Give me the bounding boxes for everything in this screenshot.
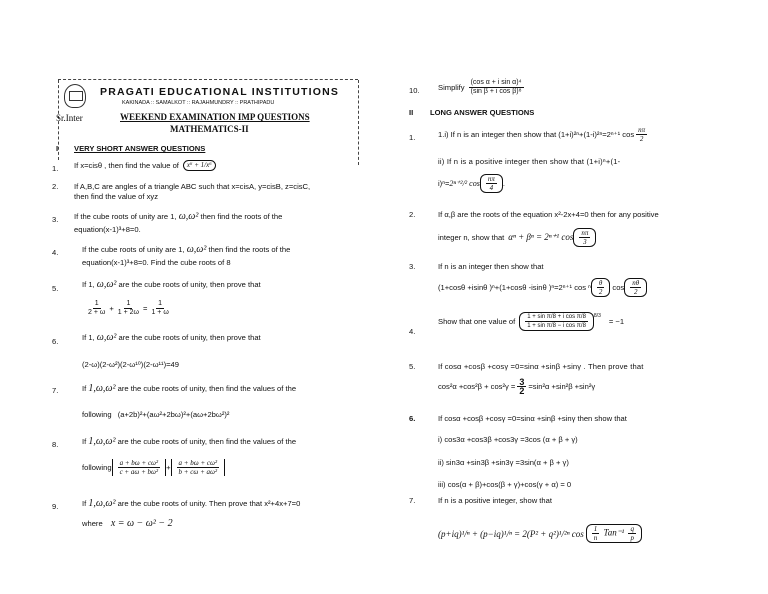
question-number: 7. bbox=[52, 386, 59, 395]
question-text-line2: then find the value of xyz bbox=[74, 192, 159, 201]
question-number: 3. bbox=[52, 215, 59, 224]
question-number: 2. bbox=[52, 182, 59, 191]
question-number: 7. bbox=[409, 496, 416, 505]
question-text: If 1,ω,ω² are the cube roots of unity, then find the values of the bbox=[82, 383, 297, 394]
header-border-right bbox=[358, 80, 359, 165]
question-number: 4. bbox=[409, 327, 416, 336]
question-text: If 1, ω,ω² are the cube roots of unity, then prove that bbox=[82, 279, 261, 290]
question-math: x⁶ + 1/x⁶ bbox=[183, 160, 216, 171]
question-text: If the cube roots of unity are 1, ω,ω² then find the roots of the bbox=[74, 211, 283, 222]
section-ii-title: LONG ANSWER QUESTIONS bbox=[430, 108, 535, 117]
question-number: 6. bbox=[52, 337, 59, 346]
question-text: Show that one value of $\frac{\text{1 + sin π/8 + i cos π/8}}{\text{1 + sin π/8 − i cos π/8}}$ $^{8/3}$ = −1 bbox=[438, 313, 625, 329]
section-i-roman: I bbox=[56, 144, 59, 153]
question-text-line2: equation(x-1)³+8=0. bbox=[74, 225, 141, 234]
question-part-i: i) cos3α +cos3β +cos3γ =3cos (α + β + γ) bbox=[438, 435, 578, 444]
question-number: 8. bbox=[52, 440, 59, 449]
question-equation: cos²α +cos²β + cos²γ = $\frac{3}{2}$ =sin²α +sin²β +sin²γ bbox=[438, 377, 596, 396]
question-number: 4. bbox=[52, 248, 59, 257]
question-number: 1. bbox=[409, 133, 416, 142]
question-text: If 1,ω,ω² are the cube roots of unity, then find the values of the bbox=[82, 436, 297, 447]
question-text: If 1,ω,ω² are the cube roots of unity. Then prove that x²+4x+7=0 bbox=[82, 498, 301, 509]
question-text-line2: where x = ω − ω² − 2 bbox=[82, 518, 173, 529]
question-text-line2: equation(x-1)³+8=0. Find the cube roots of 8 bbox=[82, 258, 231, 267]
question-number: 2. bbox=[409, 210, 416, 219]
question-text: If 1, ω,ω² are the cube roots of unity, then prove that bbox=[82, 332, 261, 343]
institution-locations: KAKINADA :: SAMALKOT :: RAJAHMUNDRY :: PRATHIPADU bbox=[122, 100, 275, 106]
question-text: If cosα +cosβ +cosγ =0=sinα +sinβ +sinγ . Then prove that bbox=[438, 362, 644, 371]
institution-name: PRAGATI EDUCATIONAL INSTITUTIONS bbox=[100, 86, 340, 98]
question-number: 6. bbox=[409, 414, 416, 423]
question-text-part-ii-line2: i)ⁿ= 2ⁿ⁺²/² cos $\frac{n\pi}{4}$ . bbox=[438, 175, 505, 192]
question-number: 9. bbox=[52, 502, 59, 511]
question-number: 10. bbox=[409, 86, 420, 95]
question-text: If A,B,C are angles of a triangle ABC such that x=cisA, y=cisB, z=cisC, bbox=[74, 182, 311, 191]
subject-title: MATHEMATICS-II bbox=[170, 124, 249, 134]
question-text: If the cube roots of unity are 1, ω,ω² then find the roots of the bbox=[82, 244, 291, 255]
question-text-line2: following $\frac{\text{a + bω + cω²}}{\text{c + aω + bω²}}$ + $\frac{\text{a + bω + cω²}}{\text{b + cω + aω²}}$ bbox=[82, 459, 225, 476]
question-text: If α,β are the roots of the equation x²-2x+4=0 then for any positive bbox=[438, 210, 659, 219]
question-text-part-ii: ii) If n is a positive integer then show that (1+i)ⁿ+(1- bbox=[438, 157, 621, 166]
question-equation: (2-ω)(2-ω²)(2-ω¹⁰)(2-ω¹¹)=49 bbox=[82, 360, 179, 369]
question-part-iii: iii) cos(α + β)+cos(β + γ)+cos(γ + α) = 0 bbox=[438, 480, 572, 489]
question-text-line2: following (a+2b)²+(aω²+2bω)²+(aω+2bω²)² bbox=[82, 410, 230, 419]
institution-logo bbox=[64, 84, 86, 108]
question-number: 3. bbox=[409, 262, 416, 271]
question-text: If x=cisθ , then find the value of x⁶ + 1/x⁶ bbox=[74, 160, 216, 171]
question-equation: (p+iq)¹/ⁿ + (p−iq)¹/ⁿ = 2(P² + q²)¹/²ⁿ cos $\frac{1}{n}$ Tan⁻¹ $\frac{q}{p}$ bbox=[438, 524, 642, 543]
section-i-title: VERY SHORT ANSWER QUESTIONS bbox=[74, 144, 206, 153]
question-text: If n is a positive integer, show that bbox=[438, 496, 552, 505]
question-text: Simplify $\frac{\text{(cos α + i sin α)⁴}}{\text{(sin β + i cos β)⁸}}$ bbox=[438, 79, 522, 95]
question-number: 5. bbox=[52, 284, 59, 293]
class-label: Sr.Inter bbox=[56, 113, 83, 123]
question-text: If cosα +cosβ +cosγ =0=sinα +sinβ +sinγ then show that bbox=[438, 414, 627, 423]
question-equation: (1+cosθ +isinθ )ⁿ+(1+cosθ -isinθ )ⁿ=2ⁿ⁺¹ cos ⁿ $\frac{\theta}{2}$ cos $\frac{n\theta}{2}$ bbox=[438, 278, 647, 297]
question-number: 1. bbox=[52, 164, 59, 173]
question-text: If n is an integer then show that bbox=[438, 262, 544, 271]
exam-title: WEEKEND EXAMINATION IMP QUESTIONS bbox=[120, 112, 310, 122]
question-number: 5. bbox=[409, 362, 416, 371]
question-text: 1.i) If n is an integer then show that (1+i)²ⁿ+(1-i)²ⁿ=2ⁿ⁺¹ cos $\frac{n\pi}{2}$ bbox=[438, 126, 646, 143]
question-equation: $\frac{1}{2 + \omega}$ + $\frac{1}{1 + 2\omega}$ = $\frac{1}{1 + \omega}$ bbox=[88, 300, 169, 316]
section-ii-roman: II bbox=[409, 108, 414, 117]
question-part-ii: ii) sin3α +sin3β +sin3γ =3sin(α + β + γ) bbox=[438, 458, 569, 467]
header-border-top bbox=[58, 79, 358, 80]
question-text-line2: integer n, show that αⁿ + βⁿ = 2ⁿ⁺¹ cos $\frac{n\pi}{3}$ bbox=[438, 228, 596, 247]
